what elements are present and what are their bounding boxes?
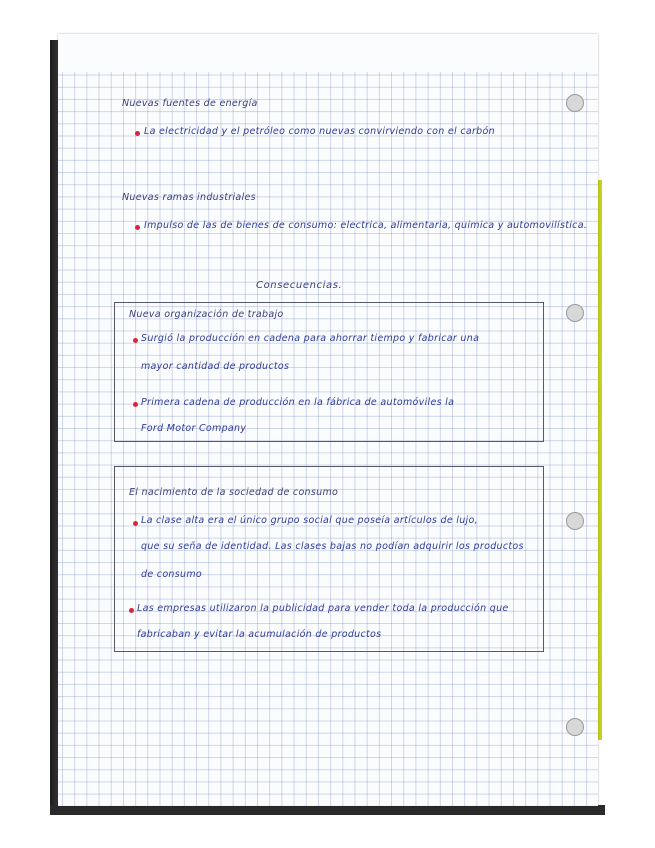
- punch-hole-icon: [566, 512, 584, 530]
- note-line: que su seña de identidad. Las clases bajas no podían adquirir los productos: [141, 541, 524, 552]
- binder-edge-bottom: [50, 805, 605, 815]
- box-title: El nacimiento de la sociedad de consumo: [129, 487, 339, 498]
- note-line: Ford Motor Company: [141, 423, 247, 434]
- bullet-dot: [133, 338, 138, 343]
- box-title: Nueva organización de trabajo: [129, 309, 284, 320]
- bullet-dot: [135, 225, 140, 230]
- bullet-dot: [133, 521, 138, 526]
- punch-hole-icon: [566, 718, 584, 736]
- note-line: Impulso de las de bienes de consumo: electrica, alimentaria, quimica y automovilística.: [144, 220, 588, 231]
- note-line: de consumo: [141, 569, 202, 580]
- sheet-top-margin: [58, 34, 598, 72]
- note-line: Surgió la producción en cadena para ahorrar tiempo y fabricar una: [141, 333, 480, 344]
- bullet-dot: [129, 608, 134, 613]
- box-consumer-society: [114, 466, 544, 652]
- bullet-dot: [133, 402, 138, 407]
- consecuencias-heading: Consecuencias.: [256, 280, 343, 291]
- punch-hole-icon: [566, 94, 584, 112]
- note-line: La electricidad y el petróleo como nuevas convirviendo con el carbón: [144, 126, 495, 137]
- section-title-industry: Nuevas ramas industriales: [122, 192, 256, 203]
- punch-hole-icon: [566, 304, 584, 322]
- note-line: Primera cadena de producción en la fábrica de automóviles la: [141, 397, 455, 408]
- box-work-organization: [114, 302, 544, 442]
- note-line: mayor cantidad de productos: [141, 361, 290, 372]
- note-line: Las empresas utilizaron la publicidad para vender toda la producción que: [137, 603, 509, 614]
- bullet-dot: [135, 131, 140, 136]
- notebook-sheet: [58, 34, 598, 806]
- note-line: La clase alta era el único grupo social que poseía artículos de lujo,: [141, 515, 478, 526]
- section-title-energy: Nuevas fuentes de energía: [122, 98, 258, 109]
- note-line: fabricaban y evitar la acumulación de productos: [137, 629, 382, 640]
